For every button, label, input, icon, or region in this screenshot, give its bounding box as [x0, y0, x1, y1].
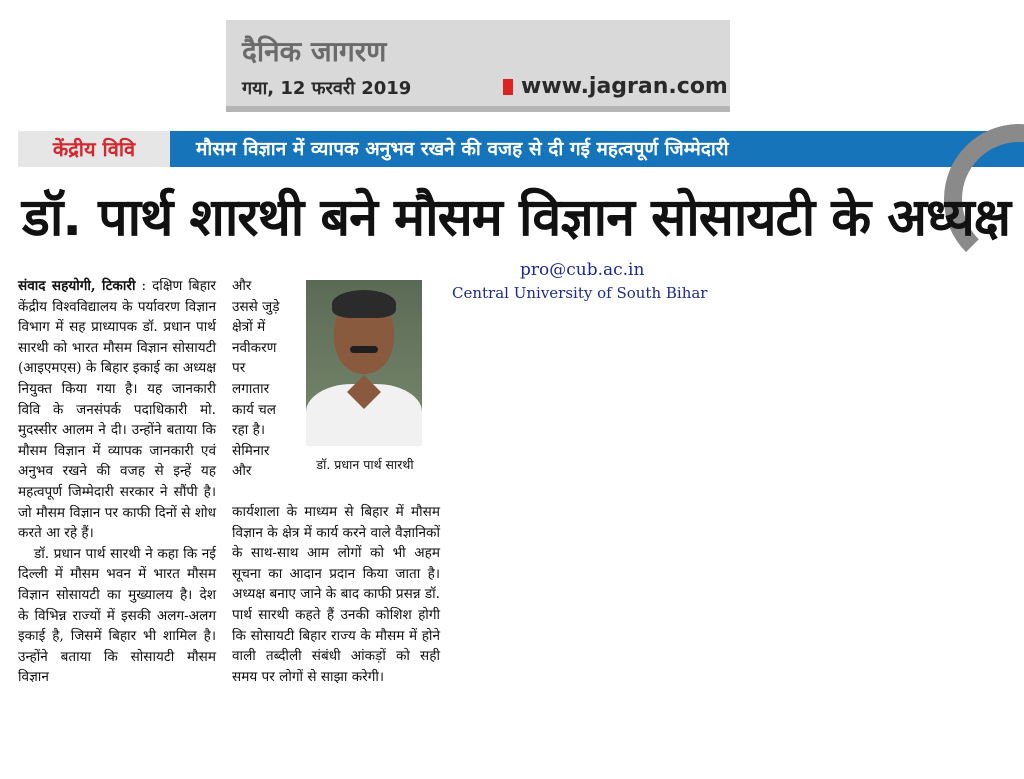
text-line: कार्य चल	[232, 401, 277, 418]
text-line: नवीकरण	[232, 339, 277, 356]
text-line: और	[232, 463, 252, 480]
paragraph-1-text: : दक्षिण बिहार केंद्रीय विश्वविद्यालय के पर्यावरण विज्ञान विभाग में सह प्राध्यापक डॉ. प्रधान पार्थ सारथी को भारत मौसम विज्ञान सोसायटी (आइएमएस) के बिहार इकाई का अध्यक्ष नियुक्त किया गया है। यह जानकारी विवि के जनसंपर्क पदाधिकारी मो. मुदस्सीर आलम ने दी। उन्होंने बताया कि मौसम विज्ञान में व्यापक जानकारी एवं अनुभव रखने की वजह से इन्हें यह महत्वपूर्ण जिम्मेदारी सरकार ने सौंपी है। जो मौसम विज्ञान पर काफी दिनों से शोध करते आ रहे हैं।	[18, 278, 216, 542]
article-paragraph-2: डॉ. प्रधान पार्थ सारथी ने कहा कि नई दिल्ली में मौसम भवन में भारत मौसम विज्ञान सोसायटी का मुख्यालय है। देश के विभिन्न राज्यों में इसकी अलग-अलग इकाई है, जिसमें बिहार भी शामिल है। उन्होंने बताया कि सोसायटी मौसम विज्ञान	[18, 545, 216, 686]
article-column-2-narrow	[232, 276, 298, 482]
website-marker-icon	[503, 79, 513, 95]
website-label	[503, 74, 728, 99]
text-line: उससे जुड़े	[232, 298, 280, 315]
website-url: www.jagran.com	[521, 74, 728, 99]
photo-caption: डॉ. प्रधान पार्थ सारथी	[316, 457, 414, 472]
newspaper-masthead	[226, 20, 730, 112]
text-line: रहा है।	[232, 422, 265, 439]
text-line: पर	[232, 360, 246, 377]
dateline: गया, 12 फरवरी 2019	[242, 78, 412, 99]
masthead-strip	[226, 106, 730, 112]
text-line: और	[232, 278, 252, 294]
university-name: Central University of South Bihar	[452, 284, 708, 302]
text-line: सेमिनार	[232, 442, 270, 459]
portrait-photo	[306, 280, 422, 446]
contact-email: pro@cub.ac.in	[520, 260, 645, 280]
photo-hair	[332, 290, 396, 318]
text-line: क्षेत्रों में	[232, 319, 266, 336]
photo-mustache	[350, 346, 378, 353]
newspaper-name: दैनिक जागरण	[242, 35, 387, 68]
byline: संवाद सहयोगी, टिकारी	[18, 278, 136, 294]
article-paragraph-1	[18, 276, 216, 544]
headline: डॉ. पार्थ शारथी बने मौसम विज्ञान सोसायटी के अध्यक्ष	[22, 188, 1011, 248]
article-column-1	[18, 276, 216, 688]
article-column-2-wide: कार्यशाला के माध्यम से बिहार में मौसम विज्ञान के क्षेत्र में कार्य करने वाले वैज्ञानिकों के साथ-साथ आम लोगों को भी अहम सूचना का आदान प्रदान किया जाता है। अध्यक्ष बनाए जाने के बाद काफी प्रसन्न डॉ. पार्थ सारथी कहते हैं उनकी कोशिश होगी कि सोसायटी बिहार राज्य के मौसम में होने वाली तब्दीली संबंधी आंकड़ों को सही समय पर लोगों से साझा करेगी।	[232, 504, 440, 685]
text-line: लगातार	[232, 380, 270, 397]
contact-block	[452, 260, 732, 302]
kicker-text: मौसम विज्ञान में व्यापक अनुभव रखने की वजह से दी गई महत्वपूर्ण जिम्मेदारी	[196, 138, 729, 160]
kicker-tag: केंद्रीय विवि	[18, 131, 170, 167]
